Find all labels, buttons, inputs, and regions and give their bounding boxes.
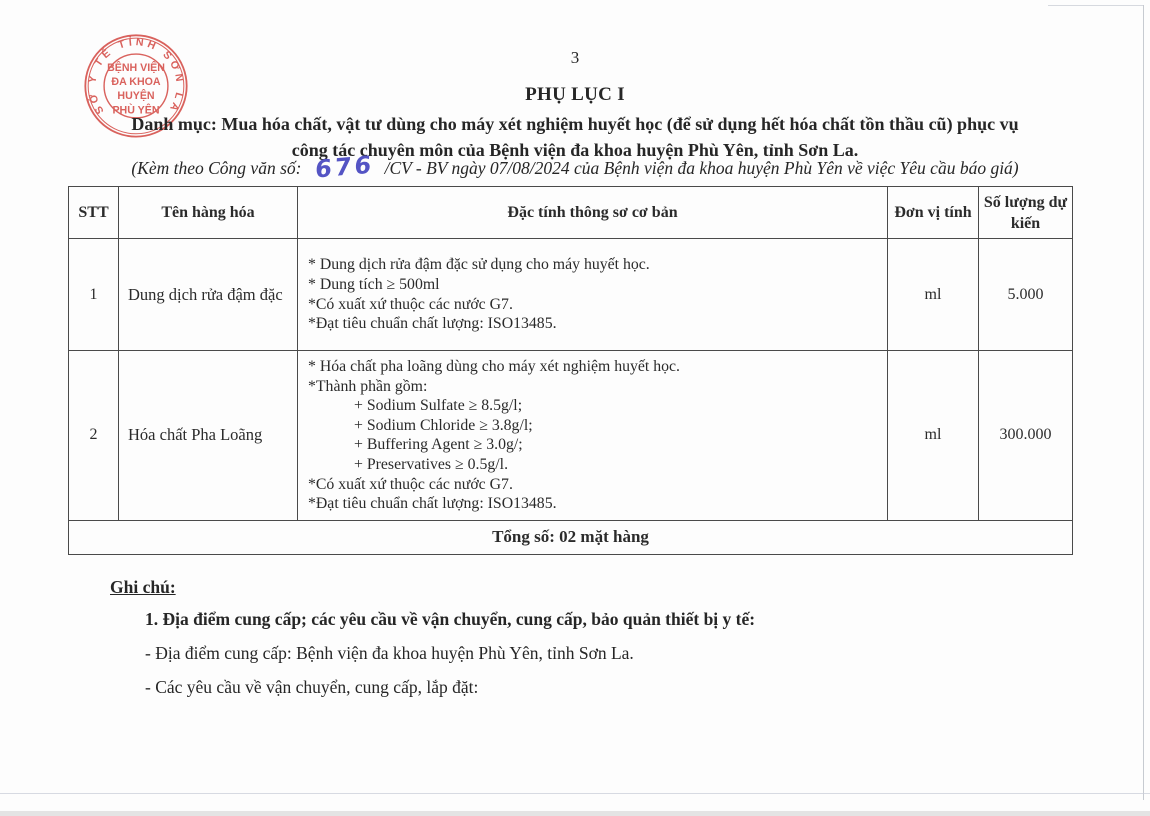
header-ten-hang-hoa: Tên hàng hóa [119, 187, 298, 239]
spec-line: * Dung tích ≥ 500ml [308, 275, 440, 293]
header-stt: STT [69, 187, 119, 239]
subtitle-line-1: Danh mục: Mua hóa chất, vật tư dùng cho máy xét nghiệm huyết học (để sử dụng hết hóa chất tồn thầu cũ) phục vụ [131, 114, 1019, 134]
table-total-row [69, 520, 1073, 554]
document-subtitle [45, 111, 1105, 163]
notes-section [110, 577, 1010, 710]
row1-stt: 1 [69, 239, 119, 351]
spec-line: *Có xuất xứ thuộc các nước G7. [308, 295, 513, 313]
handwritten-document-number: 676 [314, 150, 376, 184]
row2-quantity: 300.000 [979, 351, 1073, 521]
row1-quantity: 5.000 [979, 239, 1073, 351]
note-item-3: - Các yêu cầu về vận chuyển, cung cấp, lắp đặt: [145, 677, 479, 697]
note-item-1: 1. Địa điểm cung cấp; các yêu cầu về vận chuyển, cung cấp, bảo quản thiết bị y tế: [145, 609, 756, 629]
scan-edge-line [0, 793, 1150, 794]
note-item-2: - Địa điểm cung cấp: Bệnh viện đa khoa huyện Phù Yên, tỉnh Sơn La. [145, 643, 634, 663]
spec-line: *Đạt tiêu chuẩn chất lượng: ISO13485. [308, 315, 557, 333]
table-row [69, 239, 1073, 351]
spec-line: + Preservatives ≥ 0.5g/l. [354, 455, 509, 473]
row1-item-name: Dung dịch rửa đậm đặc [119, 239, 298, 351]
table-header-row [69, 187, 1073, 239]
stamp-line-1: BỆNH VIỆN [107, 61, 165, 74]
header-don-vi-tinh: Đơn vị tính [888, 187, 979, 239]
spec-line: + Sodium Sulfate ≥ 8.5g/l; [354, 397, 523, 415]
stamp-line-4: PHÙ YÊN [112, 104, 160, 117]
spec-line: * Dung dịch rửa đậm đặc sử dụng cho máy huyết học. [308, 256, 650, 274]
row1-specs [298, 239, 888, 351]
appendix-title: PHỤ LỤC I [525, 84, 625, 105]
row2-unit: ml [888, 351, 979, 521]
row2-item-name: Hóa chất Pha Loãng [119, 351, 298, 521]
subtitle-line-2: công tác chuyên môn của Bệnh viện đa khoa huyện Phù Yên, tỉnh Sơn La. [291, 140, 859, 160]
spec-line: *Đạt tiêu chuẩn chất lượng: ISO13485. [308, 495, 557, 513]
row1-unit: ml [888, 239, 979, 351]
reference-suffix: /CV - BV ngày 07/08/2024 của Bệnh viện đa khoa huyện Phù Yên về việc Yêu cầu báo giá) [384, 158, 1019, 178]
scan-edge-bottom-strip [0, 811, 1150, 816]
notes-heading: Ghi chú: [110, 577, 176, 597]
header-so-luong: Số lượng dự kiến [979, 187, 1073, 239]
total-items-label: Tổng số: 02 mặt hàng [69, 520, 1073, 554]
stamp-line-3: HUYỆN [117, 90, 155, 103]
scan-edge-top [1048, 5, 1144, 6]
spec-line: *Thành phần gồm: [308, 377, 428, 395]
header-dac-tinh: Đặc tính thông sơ cơ bản [298, 187, 888, 239]
spec-line: * Hóa chất pha loãng dùng cho máy xét nghiệm huyết học. [308, 358, 681, 375]
row2-stt: 2 [69, 351, 119, 521]
page-number: 3 [570, 48, 580, 67]
items-table [68, 186, 1073, 555]
stamp-line-2: ĐA KHOA [111, 75, 161, 88]
spec-line: + Buffering Agent ≥ 3.0g/; [354, 436, 523, 454]
scan-edge-right [1143, 5, 1144, 800]
spec-line: *Có xuất xứ thuộc các nước G7. [308, 475, 513, 493]
table-row [69, 351, 1073, 521]
reference-prefix: (Kèm theo Công văn số: [131, 158, 302, 178]
spec-line: + Sodium Chloride ≥ 3.8g/l; [354, 416, 533, 434]
stamp-ring-text: SỞ Y TẾ TỈNH SƠN LA [86, 36, 186, 117]
row2-specs [298, 351, 888, 521]
